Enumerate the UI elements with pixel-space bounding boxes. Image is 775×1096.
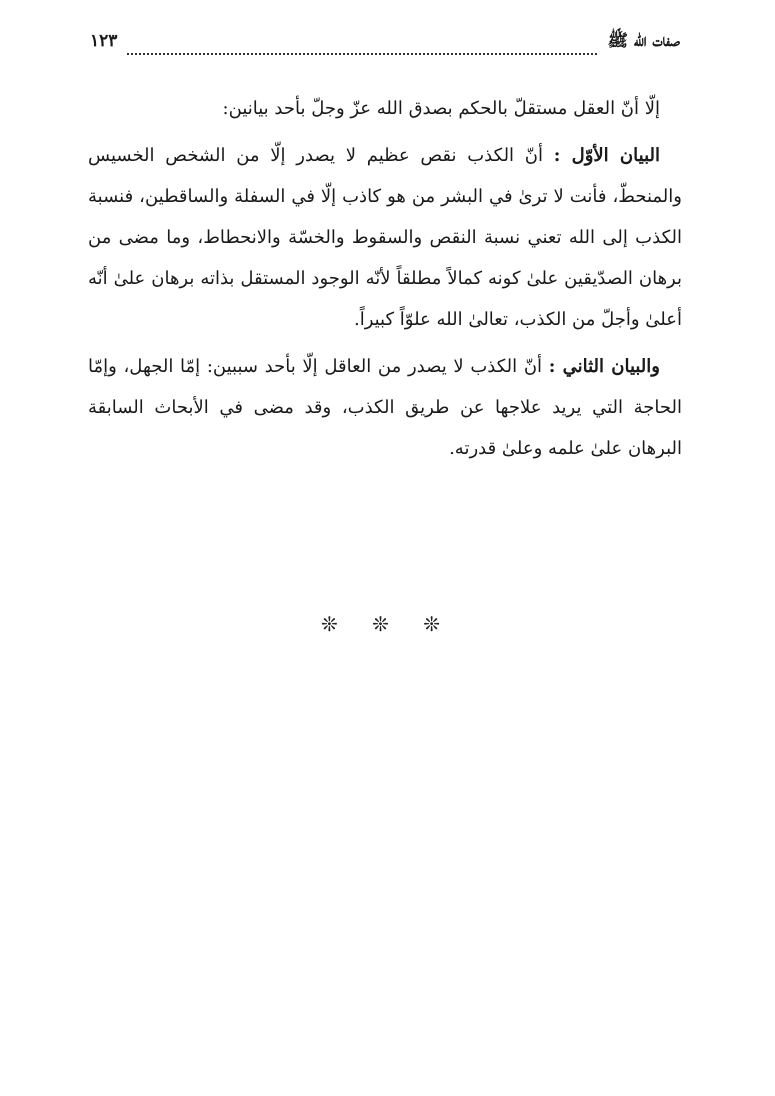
header-leader-dots [127,39,597,55]
paragraph-text: أنّ الكذب نقص عظيم لا يصدر إلّا من الشخص الخسيس والمنحطّ، فأنت لا ترىٰ في البشر من هو كاذب إلّا في السفلة والساقطين، فنسبة الكذب إلى الله تعني نسبة النقص والسقوط والخسّة والانحطاط، وما مضى من برهان الصدّيقين علىٰ كونه كمالاً مطلقاً لأنّه الوجود المستقل بذاته برهان علىٰ أنّه أعلىٰ وأجلّ من الكذب، تعالىٰ الله علوّاً كبيراً. [88,145,682,330]
paragraph-lead: والبيان الثاني : [548,356,660,377]
paragraph-lead: البيان الأوّل : [553,145,660,166]
paragraph-text: أنّ الكذب لا يصدر من العاقل إلّا بأحد سببين: إمّا الجهل، وإمّا الحاجة التي يريد علاجها عن طريق الكذب، وقد مضى في الأبحاث السابقة البرهان علىٰ علمه وعلىٰ قدرته. [88,356,682,459]
paragraph-intro [88,88,682,129]
paragraph-text: إلّا أنّ العقل مستقلّ بالحكم بصدق الله عزّ وجلّ بأحد بيانين: [222,98,660,119]
section-separator-ornament: ❊ ❊ ❊ [321,612,454,636]
running-header [90,30,680,64]
header-title: صفات الله ﷺ [607,31,680,51]
main-text [88,88,682,475]
paragraph-second-proof [88,346,682,469]
paragraph-first-proof [88,135,682,340]
page-number: ١٢٣ [90,31,118,51]
